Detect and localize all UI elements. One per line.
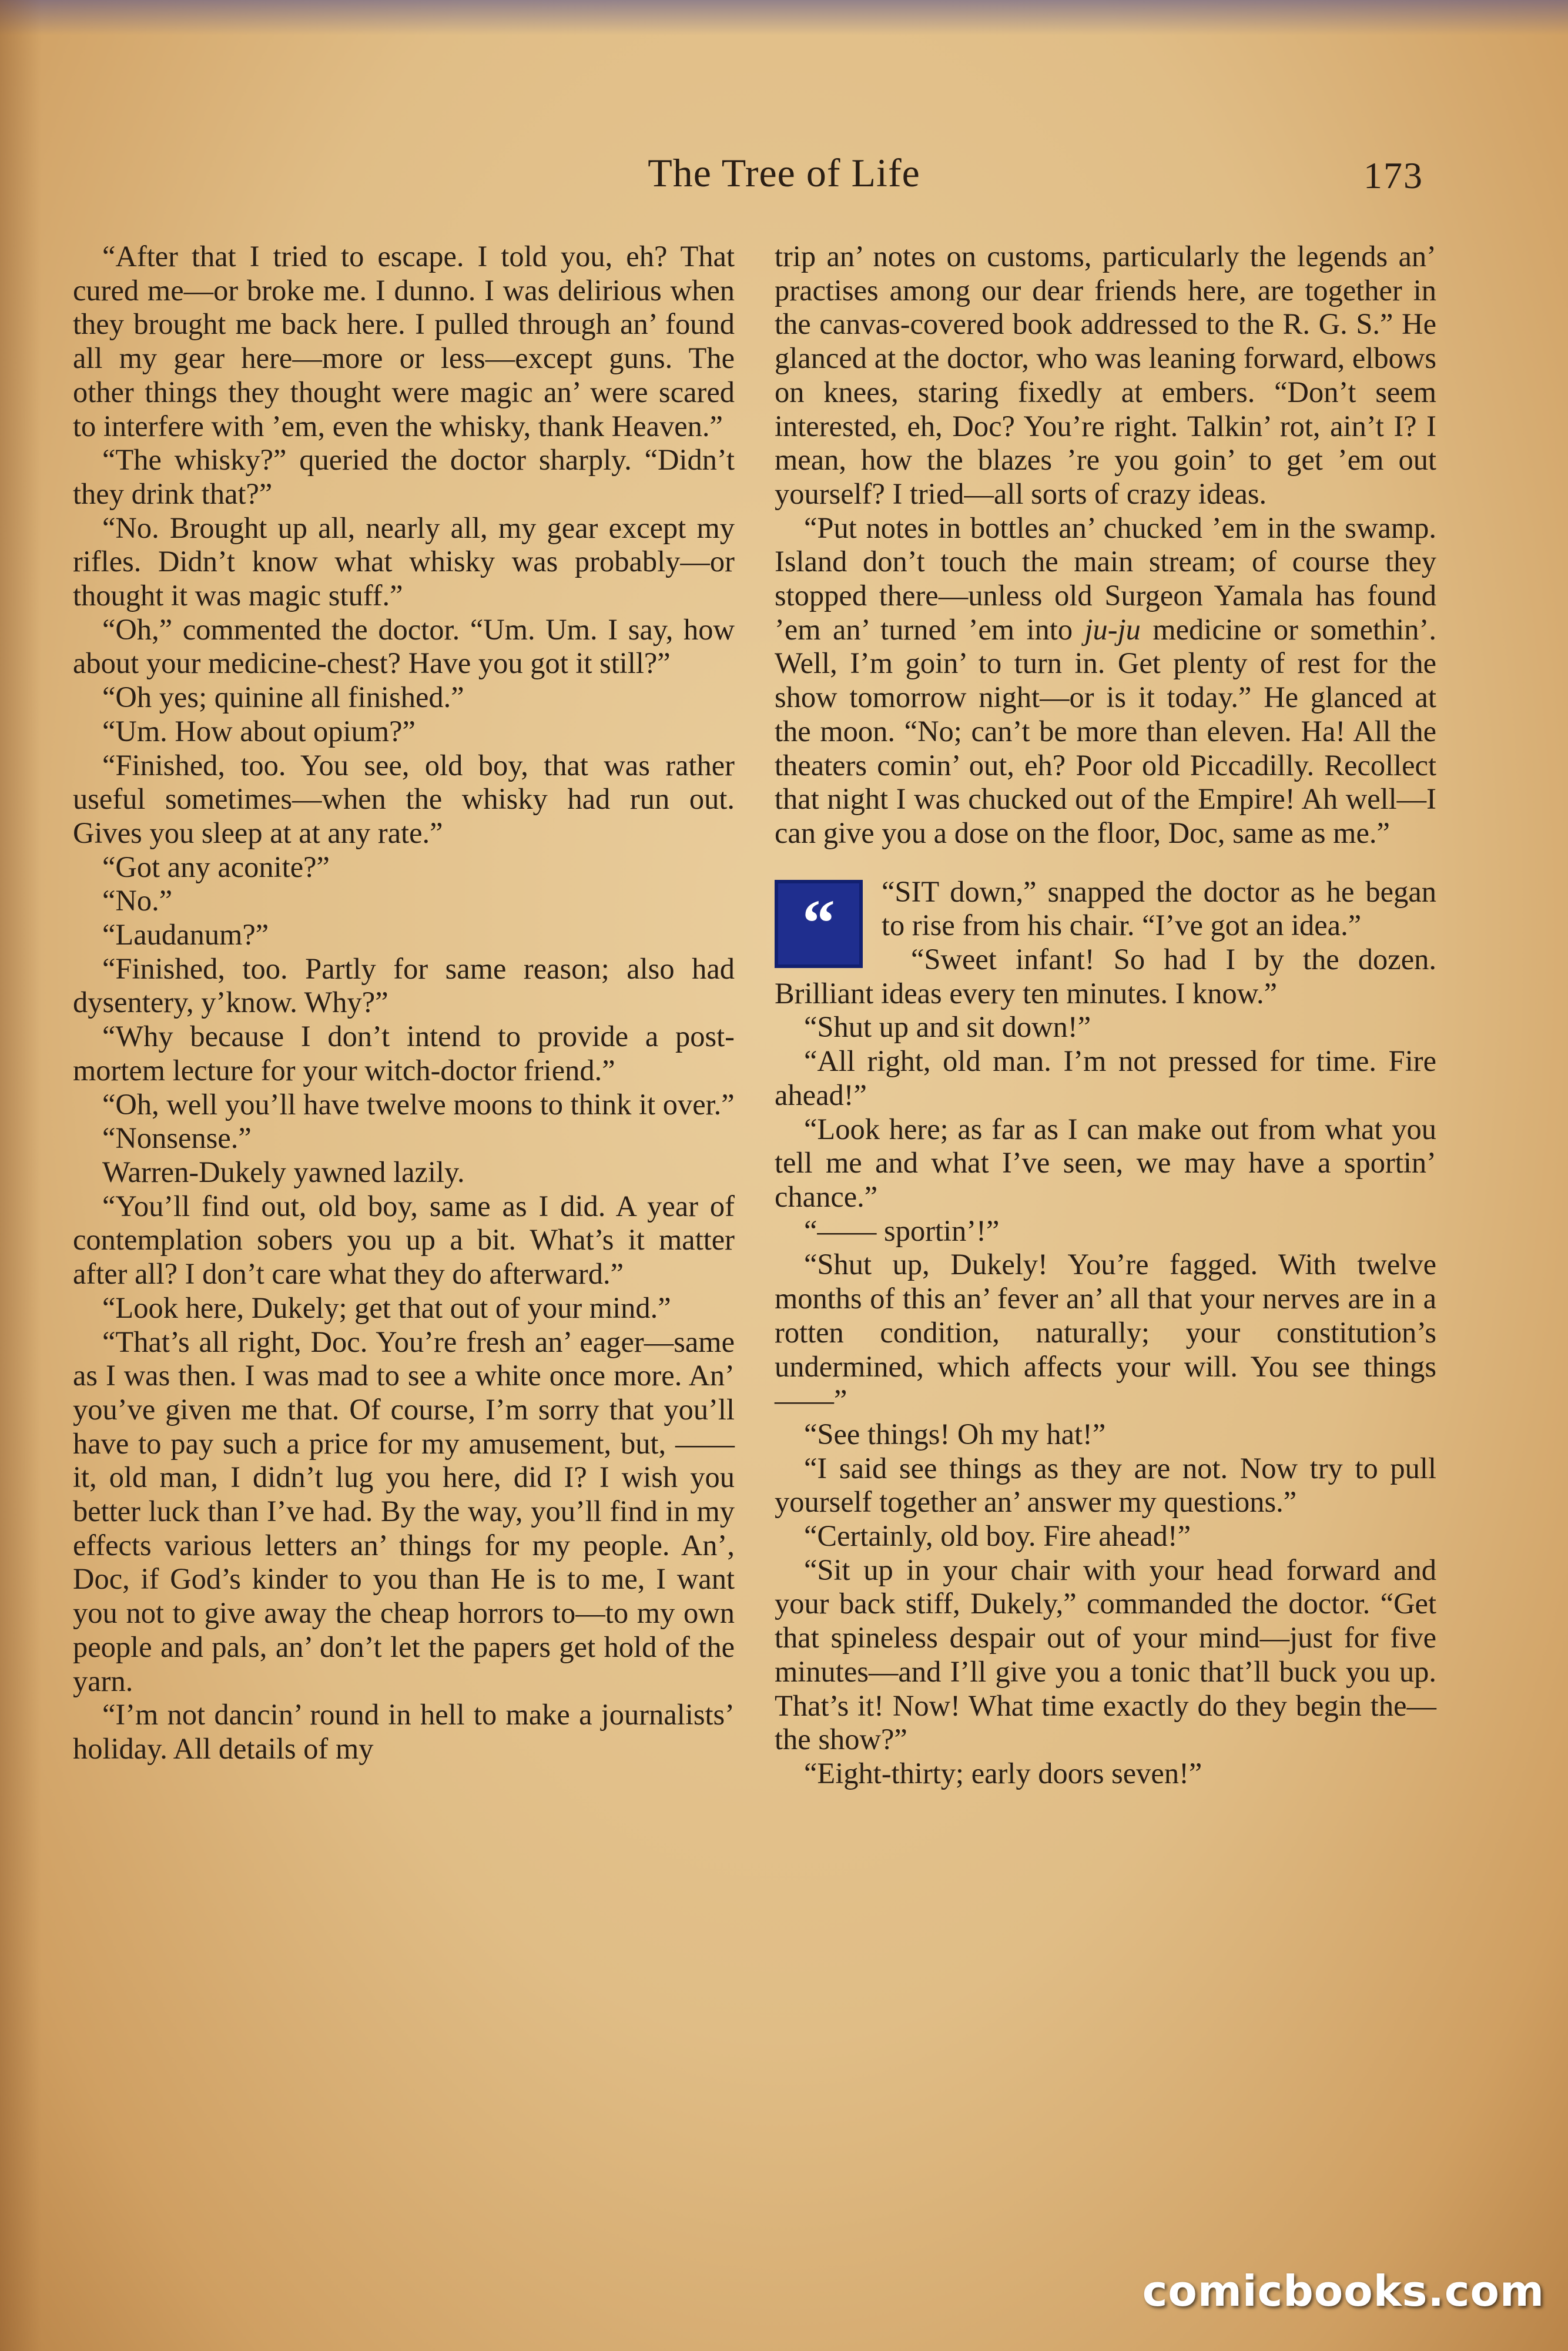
paragraph: “Nonsense.”: [102, 1121, 252, 1155]
paragraph-text: medicine or somethin’. Well, I’m goin’ to turn in. Get plenty of rest for the show tomorrow night—or is it today.” He glanced at the moon. “No; can’t be more than eleven. Ha! All the theaters comin’ out, eh? Poor old Piccadilly. Recollect that night I was chucked out of the Empire! Ah well—I can give you a dose on the floor, Doc, same as me.”: [775, 612, 1436, 849]
page-left-edge: [0, 0, 41, 2351]
paragraph: “Sit up in your chair with your head forward and your back stiff, Dukely,” commanded the doctor. “Get that spineless despair out of your mind—just for five minutes—and I’ll give you a tonic that’ll buck you up. That’s it! Now! What time exactly do they begin the—the show?”: [775, 1553, 1436, 1756]
paragraph: “No. Brought up all, nearly all, my gear except my rifles. Didn’t know what whisky was probably—or thought it was magic stuff.”: [73, 511, 735, 612]
paragraph: “Certainly, old boy. Fire ahead!”: [804, 1519, 1191, 1553]
paragraph: “Laudanum?”: [102, 918, 269, 952]
page-number: 173: [1363, 155, 1423, 196]
paragraph: “Finished, too. You see, old boy, that was rather useful sometimes—when the whisky had run out. Gives you sleep at at any rate.”: [73, 748, 735, 849]
paragraph-text: “Put notes in bottles an’ chucked ’em in the swamp. Island don’t touch the main stream; of course they stopped there—unless old Surgeon Yamala has found ’em an’ turned ’em into: [775, 511, 1436, 646]
paragraph: “Shut up, Dukely! You’re fagged. With twelve months of this an’ fever an’ all that your nerves are in a rotten condition, naturally; your constitution’s undermined, which affects your will. You see things——”: [775, 1248, 1436, 1417]
paragraph: Warren-Dukely yawned lazily.: [102, 1155, 465, 1188]
paragraph: “Shut up and sit down!”: [804, 1010, 1091, 1044]
paragraph: “That’s all right, Doc. You’re fresh an’ eager—same as I was then. I was mad to see a white once more. An’ you’ve given me that. Of course, I’m sorry that you’ll have to pay such a price for my amusement, but, —— it, old man, I didn’t lug you here, did I? I wish you better luck than I’ve had. By the way, you’ll find in my effects various letters an’ things for my people. An’, Doc, if God’s kinder to you than He is to me, I want you not to give away the cheap horrors to—to my own people and pals, an’ don’t let the papers get hold of the yarn.: [73, 1325, 735, 1697]
paragraph: “Finished, too. Partly for same reason; also had dysentery, y’know. Why?”: [73, 952, 735, 1019]
paragraph: “—— sportin’!”: [804, 1214, 1000, 1247]
dropcap-paragraph: [775, 875, 1436, 960]
paragraph: “Eight-thirty; early doors seven!”: [804, 1756, 1202, 1790]
paragraph: “Sweet infant! So had I by the dozen. Brilliant ideas every ten minutes. I know.”: [775, 943, 1436, 1010]
paragraph: “See things! Oh my hat!”: [804, 1417, 1106, 1451]
paragraph: “Oh, well you’ll have twelve moons to think it over.”: [102, 1087, 735, 1121]
paragraph: “No.”: [102, 884, 173, 917]
paragraph: “Oh,” commented the doctor. “Um. Um. I say, how about your medicine-chest? Have you got it still?”: [73, 612, 735, 680]
paragraph: “Why because I don’t intend to provide a post-mortem lecture for your witch-doctor friend.”: [73, 1020, 735, 1087]
paragraph: “Oh yes; quinine all finished.”: [102, 681, 464, 714]
right-column: [775, 240, 1436, 1791]
italic-term: ju-ju: [1084, 612, 1141, 646]
paragraph: “I said see things as they are not. Now try to pull yourself together an’ answer my questions.”: [775, 1451, 1436, 1519]
paragraph: “You’ll find out, old boy, same as I did. A year of contemplation sobers you up a bit. What’s it matter after all? I don’t care what they do afterward.”: [73, 1189, 735, 1291]
paragraph: [775, 511, 1436, 850]
left-column: [73, 240, 735, 1766]
page-top-edge: [0, 0, 1568, 35]
section-gap: [775, 850, 1436, 875]
paragraph: “Look here; as far as I can make out from what you tell me and what I’ve seen, we may have a sportin’ chance.”: [775, 1112, 1436, 1213]
paragraph: “Look here, Dukely; get that out of your mind.”: [102, 1291, 671, 1324]
site-watermark: comicbooks.com: [1142, 2266, 1544, 2316]
paragraph: “After that I tried to escape. I told you, eh? That cured me—or broke me. I dunno. I was delirious when they brought me back here. I pulled through an’ found all my gear here—more or less—except guns. The other things they thought were magic an’ were scared to interfere with ’em, even the whisky, thank Heaven.”: [73, 240, 735, 443]
paragraph: “SIT down,” snapped the doctor as he began to rise from his chair. “I’ve got an idea.”: [882, 875, 1436, 942]
paragraph: “I’m not dancin’ round in hell to make a journalists’ holiday. All details of my: [73, 1698, 735, 1765]
paragraph: “Um. How about opium?”: [102, 714, 416, 748]
running-title: The Tree of Life: [648, 150, 920, 195]
paragraph: trip an’ notes on customs, particularly the legends an’ practises among our dear friends here, are together in the canvas-covered book addressed to the R. G. S.” He glanced at the doctor, who was leaning forward, elbows on knees, staring fixedly at embers. “Don’t seem interested, eh, Doc? You’re right. Talkin’ rot, ain’t I? I mean, how the blazes ’re you goin’ to get ’em out yourself? I tried—all sorts of crazy ideas.: [775, 240, 1436, 510]
paragraph: “The whisky?” queried the doctor sharply. “Didn’t they drink that?”: [73, 443, 735, 510]
paragraph: “All right, old man. I’m not pressed for time. Fire ahead!”: [775, 1044, 1436, 1111]
paragraph: “Got any aconite?”: [102, 850, 330, 883]
dropcap-initial: “: [775, 880, 863, 968]
